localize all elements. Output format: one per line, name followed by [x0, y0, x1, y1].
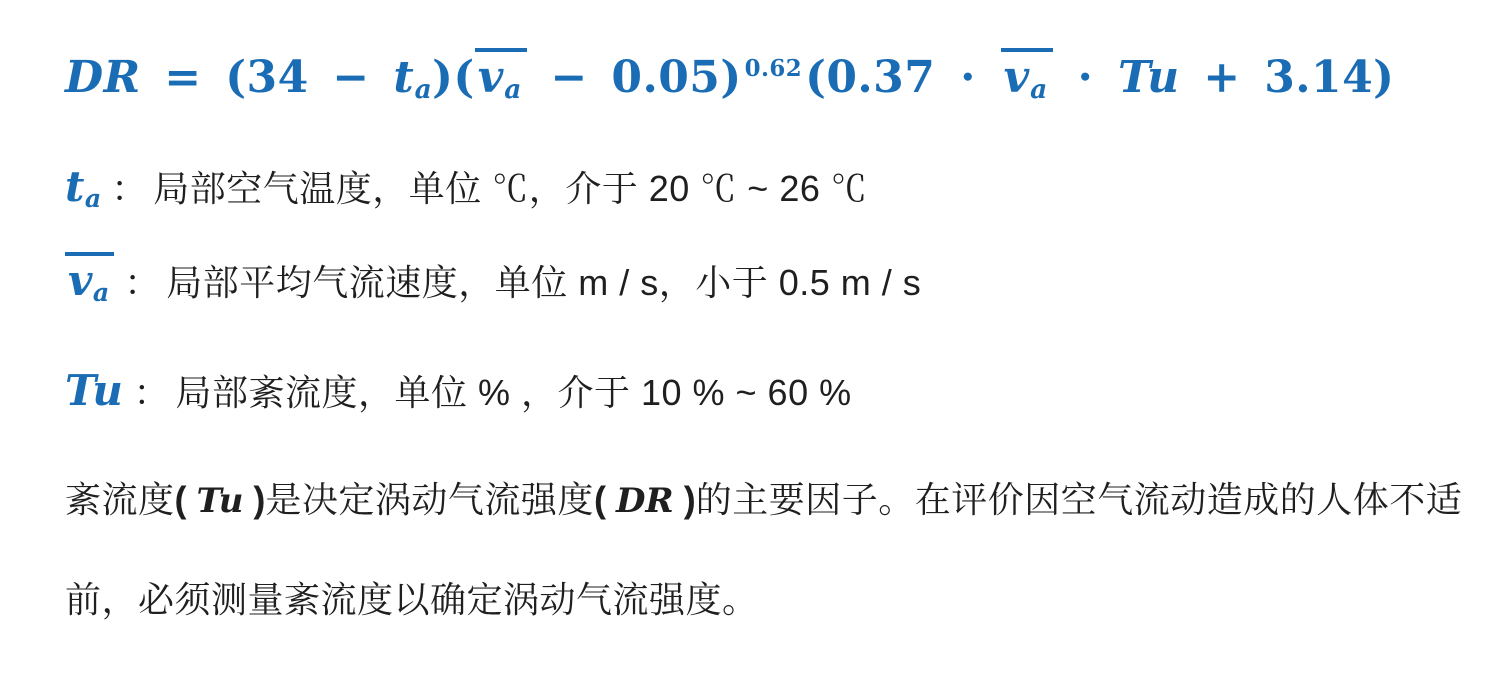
formula-var-dr: DR	[65, 52, 141, 103]
dr-formula	[65, 48, 1394, 105]
formula-plus-314-close: + 3.14)	[1179, 52, 1395, 103]
paragraph-close-paren: )	[243, 479, 266, 520]
definition-text: 局部紊流度，单位 % ，介于 10 % ~ 60 %	[175, 372, 852, 413]
formula-mean-velocity-overline	[475, 48, 527, 105]
formula-mean-velocity-overline	[1001, 48, 1053, 105]
formula-subscript-a: a	[504, 73, 522, 105]
formula-dot-operator: ⋅	[1052, 52, 1118, 103]
paragraph-line-2	[65, 578, 759, 621]
term-overline	[65, 252, 114, 307]
paragraph-line-1	[65, 478, 1462, 522]
math-term-tu	[65, 366, 123, 415]
formula-close-open-paren: )(	[432, 52, 475, 103]
formula-exponent-062: 0.62	[744, 55, 803, 82]
paragraph-var-dr: DR	[615, 481, 674, 521]
definition-turbulence-intensity	[65, 366, 852, 416]
math-term-ta	[65, 162, 101, 211]
paragraph-open-paren: (	[593, 479, 616, 520]
term-var-v: v	[68, 256, 93, 305]
definition-colon: ：	[124, 262, 161, 303]
term-subscript-a: a	[84, 182, 102, 213]
term-subscript-a: a	[92, 276, 110, 307]
definition-air-temperature	[65, 162, 867, 212]
term-var-tu: Tu	[65, 366, 123, 415]
paragraph-text: 的主要因子。在评价因空气流动造成的人体不适	[695, 479, 1463, 520]
definition-text: 局部空气温度，单位 ℃，介于 20 ℃ ~ 26 ℃	[153, 168, 868, 209]
math-term-va	[65, 256, 114, 305]
formula-equals-open-paren: = (	[140, 52, 247, 103]
paragraph-text: 前，必须测量紊流度以确定涡动气流强度。	[65, 579, 759, 620]
formula-minus-005-close: − 0.05)	[526, 52, 742, 103]
definition-colon: ：	[133, 372, 170, 413]
formula-var-t: t	[393, 52, 415, 103]
formula-var-tu: Tu	[1118, 52, 1180, 103]
formula-var-v: v	[477, 52, 504, 103]
formula-subscript-a: a	[414, 73, 433, 105]
paragraph-close-paren: )	[673, 479, 696, 520]
paragraph-open-paren: (	[174, 479, 197, 520]
paragraph-text: 是决定涡动气流强度	[265, 479, 594, 520]
formula-subscript-a: a	[1030, 73, 1048, 105]
paragraph-var-tu: Tu	[196, 481, 244, 521]
paragraph-text: 紊流度	[65, 479, 175, 520]
formula-open-037-dot: (0.37 ⋅	[805, 52, 1001, 103]
formula-var-v: v	[1003, 52, 1030, 103]
definition-text: 局部平均气流速度，单位 m / s，小于 0.5 m / s	[166, 262, 922, 303]
definition-mean-air-velocity	[65, 252, 921, 306]
definition-colon: ：	[111, 168, 148, 209]
formula-constant-34-minus: 34 −	[246, 52, 394, 103]
term-var-t: t	[65, 162, 85, 211]
